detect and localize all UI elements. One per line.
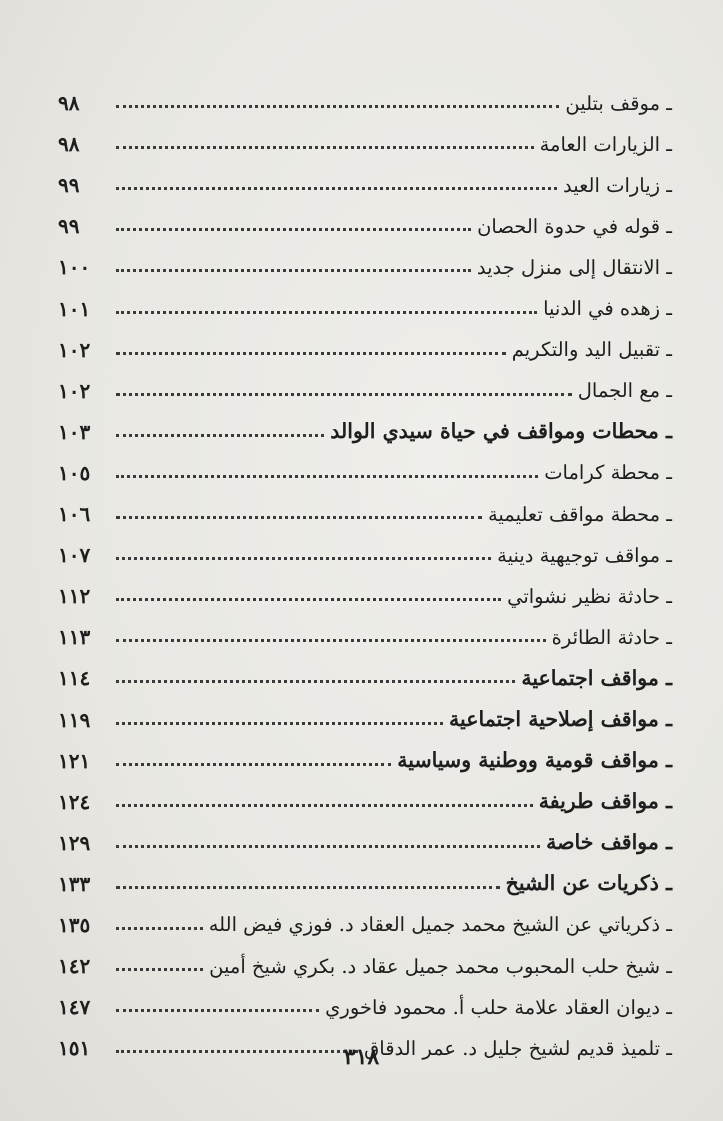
dot-leader xyxy=(116,1009,319,1012)
toc-entry xyxy=(58,281,672,322)
toc-entry-page-number: ١٠٢ xyxy=(58,337,91,362)
toc-entry-title: ـ مواقف توجيهية دينية xyxy=(497,543,672,567)
toc-entry xyxy=(58,405,672,446)
toc-entry-title: ـ الانتقال إلى منزل جديد xyxy=(476,255,672,279)
dot-leader xyxy=(116,434,324,437)
toc-entry-page-number: ١٢٩ xyxy=(58,830,91,855)
dot-leader xyxy=(116,804,533,807)
toc-entry-title: ـ زيارات العيد xyxy=(563,173,672,197)
table-of-contents xyxy=(58,76,672,1062)
toc-entry-title: ـ محطة كرامات xyxy=(544,461,672,485)
dot-leader xyxy=(116,845,540,848)
toc-entry xyxy=(58,939,672,980)
dot-leader xyxy=(116,722,443,725)
toc-entry-page-number: ١٤٧ xyxy=(58,995,91,1020)
toc-entry xyxy=(58,199,672,240)
toc-entry-title: ـ شيخ حلب المحبوب محمد جميل عقاد د. بكري شيخ أمين xyxy=(209,954,672,978)
dot-leader xyxy=(116,475,538,478)
toc-entry xyxy=(58,323,672,364)
toc-entry-title: ـ مواقف قومية ووطنية وسياسية xyxy=(397,748,672,773)
toc-entry-page-number: ١٣٥ xyxy=(58,912,91,937)
toc-entry-title: ـ مواقف إصلاحية اجتماعية xyxy=(449,707,672,731)
dot-leader xyxy=(116,927,203,930)
toc-entry xyxy=(58,528,672,569)
toc-entry-title: ـ ذكرياتي عن الشيخ محمد جميل العقاد د. فوزي فيض الله xyxy=(208,913,672,937)
toc-entry xyxy=(58,651,672,692)
page-number: ٣١٨ xyxy=(343,1044,380,1070)
toc-entry xyxy=(58,692,672,733)
dot-leader xyxy=(116,187,557,190)
toc-entry-title: ـ زهده في الدنيا xyxy=(543,297,672,321)
dot-leader xyxy=(116,105,559,108)
toc-entry-title: ـ محطة مواقف تعليمية xyxy=(487,502,672,526)
toc-entry-page-number: ١١٣ xyxy=(58,625,91,650)
dot-leader xyxy=(116,269,471,272)
toc-entry-title: ـ مواقف اجتماعية xyxy=(521,665,672,690)
dot-leader xyxy=(116,557,491,560)
dot-leader xyxy=(116,763,391,766)
toc-entry-title: ـ مواقف خاصة xyxy=(546,830,672,855)
toc-entry xyxy=(58,240,672,281)
dot-leader xyxy=(116,146,534,149)
toc-entry-title: ـ موقف بتلين xyxy=(565,91,672,115)
toc-entry-title: ـ ذكريات عن الشيخ xyxy=(505,871,672,896)
toc-entry xyxy=(58,76,672,117)
toc-entry xyxy=(58,980,672,1021)
toc-entry xyxy=(58,857,672,898)
toc-entry xyxy=(58,734,672,775)
toc-entry-title: ـ قوله في حدوة الحصان xyxy=(477,214,672,238)
toc-entry-title: ـ الزيارات العامة xyxy=(539,132,672,156)
dot-leader xyxy=(116,598,501,601)
dot-leader xyxy=(116,311,537,314)
toc-entry-page-number: ١٠١ xyxy=(58,296,91,321)
toc-entry-title: ـ مواقف طريفة xyxy=(538,789,672,814)
toc-entry-page-number: ١١٤ xyxy=(58,666,91,691)
toc-entry-title: ـ ديوان العقاد علامة حلب أ. محمود فاخوري xyxy=(325,995,672,1019)
toc-entry xyxy=(58,569,672,610)
toc-entry-page-number: ١٠٠ xyxy=(58,255,91,280)
toc-entry xyxy=(58,775,672,816)
toc-entry-page-number: ١٠٢ xyxy=(58,378,91,403)
toc-entry-page-number: ١٠٥ xyxy=(58,460,91,485)
toc-entry xyxy=(58,364,672,405)
toc-entry xyxy=(58,816,672,857)
toc-entry xyxy=(58,446,672,487)
toc-entry-page-number: ١٠٧ xyxy=(58,543,91,568)
toc-entry-page-number: ١٢٤ xyxy=(58,789,91,814)
toc-entry-page-number: ١٢١ xyxy=(58,748,91,773)
dot-leader xyxy=(116,639,546,642)
dot-leader xyxy=(116,393,572,396)
toc-entry-title: ـ حادثة الطائرة xyxy=(551,625,672,649)
dot-leader xyxy=(116,228,471,231)
toc-entry-page-number: ٩٨ xyxy=(58,132,80,157)
toc-entry-page-number: ٩٨ xyxy=(58,91,80,116)
dot-leader xyxy=(116,680,515,683)
toc-entry-page-number: ١٣٣ xyxy=(58,871,91,896)
dot-leader xyxy=(116,516,482,519)
toc-entry-title: ـ تقبيل اليد والتكريم xyxy=(511,338,672,362)
toc-entry-title: ـ حادثة نظير نشواتي xyxy=(507,584,672,608)
toc-entry xyxy=(58,158,672,199)
toc-entry-page-number: ١١٩ xyxy=(58,707,91,732)
toc-entry xyxy=(58,487,672,528)
toc-entry xyxy=(58,610,672,651)
toc-entry-title: ـ محطات ومواقف في حياة سيدي الوالد xyxy=(330,419,672,444)
toc-entry-page-number: ١١٢ xyxy=(58,584,91,609)
dot-leader xyxy=(116,352,506,355)
toc-entry-page-number: ١٥١ xyxy=(58,1036,91,1061)
dot-leader xyxy=(116,886,500,889)
toc-entry xyxy=(58,898,672,939)
dot-leader xyxy=(116,968,203,971)
toc-entry xyxy=(58,117,672,158)
toc-entry-page-number: ١٠٦ xyxy=(58,502,91,527)
toc-entry-page-number: ٩٩ xyxy=(58,214,80,239)
toc-entry-title: ـ تلميذ قديم لشيخ جليل د. عمر الدقاق xyxy=(364,1036,672,1060)
toc-entry-page-number: ١٠٣ xyxy=(58,419,91,444)
toc-entry-page-number: ١٤٢ xyxy=(58,954,91,979)
toc-entry-page-number: ٩٩ xyxy=(58,173,80,198)
toc-entry-title: ـ مع الجمال xyxy=(577,379,672,403)
